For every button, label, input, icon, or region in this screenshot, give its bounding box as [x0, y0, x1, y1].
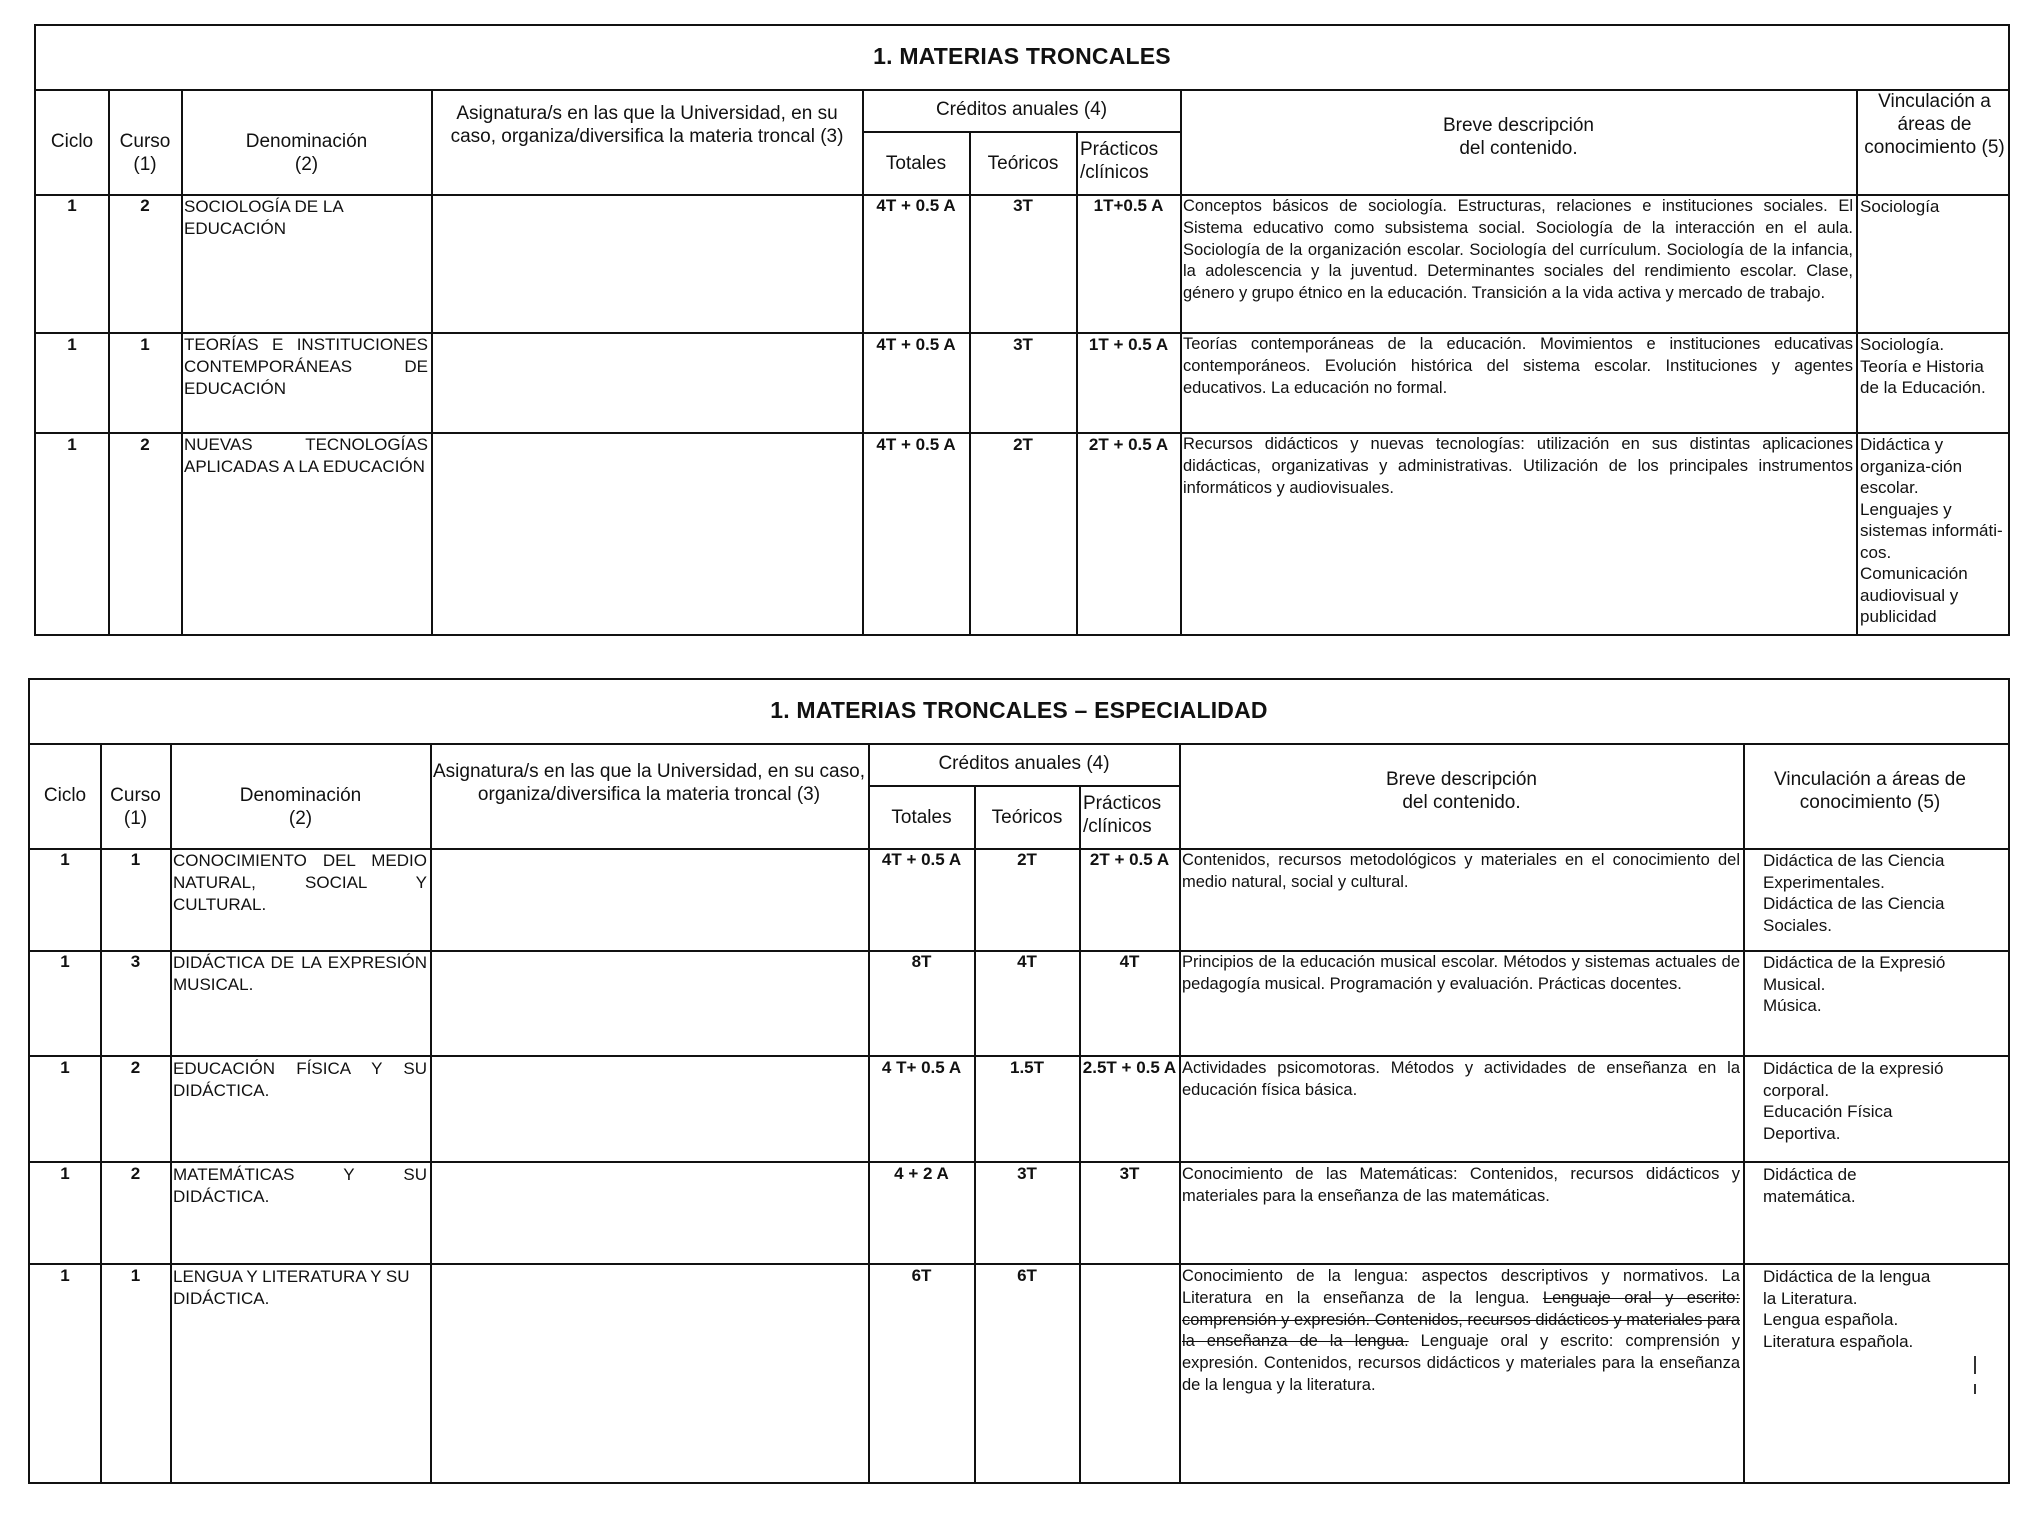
row4-denominacion: MATEMÁTICAS Y SU DIDÁCTICA.	[173, 1165, 427, 1206]
header-practicos: Prácticos /clínicos	[1083, 793, 1162, 837]
row1-denominacion: CONOCIMIENTO DEL MEDIO NATURAL, SOCIAL Y CULTURAL.	[173, 851, 427, 914]
row3-descripcion: Recursos didácticos y nuevas tecnologías: utilización en sus distintas aplicaciones didácticas, organizativas y administrativas. Utilización de los principales instrumentos informáticos y audiovisuales.	[1183, 435, 1853, 497]
row3-totales: 4T + 0.5 A	[876, 435, 956, 454]
row5-totales: 6T	[911, 1266, 932, 1285]
row3-ciclo: 1	[60, 1058, 70, 1077]
table-title: 1. MATERIAS TRONCALES – ESPECIALIDAD	[770, 697, 1268, 723]
row1-practicos: 2T + 0.5 A	[1089, 850, 1170, 869]
row1-descripcion: Conceptos básicos de sociología. Estructuras, relaciones e instituciones sociales. El Sistema educativo como subsistema social. Sociología de la interacción en el aula. Sociología de la organización escolar. Sociología del currículum. Sociología de la infancia, la adolescencia y la juventud. Determinantes sociales del rendimiento escolar. Clase, género y grupo étnico en la educación. Transición a la vida activa y mercado de trabajo.	[1183, 197, 1853, 303]
header-practicos: Prácticos /clínicos	[1080, 139, 1159, 183]
row1-curso: 2	[140, 196, 150, 215]
row4-ciclo: 1	[60, 1164, 70, 1183]
header-totales: Totales	[885, 153, 947, 174]
row3-descripcion: Actividades psicomotoras. Métodos y actividades de enseñanza en la educación física básica.	[1182, 1059, 1740, 1099]
row1-denominacion: SOCIOLOGÍA DE LA EDUCACIÓN	[184, 197, 343, 238]
header-descripcion: Breve descripción del contenido.	[1385, 769, 1538, 813]
row5-descripcion-part-b: Lenguaje oral y escrito: comprensión y expresión. Contenidos, recursos didácticos y materiales para la enseñanza de la lengua y la literatura.	[1182, 1332, 1740, 1394]
row3-ciclo: 1	[67, 435, 77, 454]
row1-totales: 4T + 0.5 A	[876, 196, 956, 215]
header-creditos: Créditos anuales (4)	[935, 99, 1108, 120]
row2-descripcion: Principios de la educación musical escolar. Métodos y sistemas actuales de pedagogía musical. Programación y evaluación. Prácticas docentes.	[1182, 953, 1740, 993]
row5-descripcion-part-a: Conocimiento de la lengua: aspectos descriptivos y normativos. La Literatura en la enseñanza de la lengua.	[1182, 1267, 1740, 1307]
header-descripcion: Breve descripción del contenido.	[1442, 115, 1595, 159]
margin-mark	[1974, 1356, 1976, 1374]
row3-denominacion: NUEVAS TECNOLOGÍAS APLICADAS A LA EDUCACIÓN	[184, 435, 428, 476]
row1-ciclo: 1	[60, 850, 70, 869]
row2-vinculacion: Didáctica de la Expresió Musical. Música.	[1763, 953, 1946, 1015]
row1-totales: 4T + 0.5 A	[881, 850, 962, 869]
row3-vinculacion: Didáctica y organiza-ción escolar. Lenguajes y sistemas informáti-cos. Comunicación audiovisual y publicidad	[1860, 435, 2003, 626]
row5-denominacion: LENGUA Y LITERATURA Y SU DIDÁCTICA.	[173, 1267, 410, 1308]
row3-practicos: 2.5T + 0.5 A	[1082, 1058, 1177, 1077]
row2-practicos: 1T + 0.5 A	[1088, 335, 1169, 354]
row2-teoricos: 3T	[1013, 335, 1033, 354]
row2-descripcion: Teorías contemporáneas de la educación. Movimientos e instituciones educativas contemporáneos. Evolución histórica del sistema escolar. Instituciones y agentes educativos. La educación no formal.	[1183, 335, 1853, 397]
header-denominacion: Denominación (2)	[245, 131, 368, 175]
header-asignatura: Asignatura/s en las que la Universidad, en su caso, organiza/diversifica la materia troncal (3)	[433, 761, 865, 805]
row5-curso: 1	[130, 1266, 141, 1285]
row1-teoricos: 3T	[1013, 196, 1033, 215]
table-materias-troncales-especialidad	[28, 678, 2010, 1484]
header-ciclo: Ciclo	[43, 785, 87, 806]
row4-curso: 2	[130, 1164, 141, 1183]
row3-curso: 2	[130, 1058, 141, 1077]
row4-practicos: 3T	[1119, 1164, 1140, 1183]
row2-curso: 1	[140, 335, 150, 354]
header-ciclo: Ciclo	[50, 131, 94, 152]
row4-descripcion: Conocimiento de las Matemáticas: Contenidos, recursos didácticos y materiales para la enseñanza de las matemáticas.	[1182, 1165, 1740, 1205]
row2-ciclo: 1	[60, 952, 70, 971]
row5-descripcion-struck: Lenguaje oral y escrito: comprensión y expresión. Contenidos, recursos didácticos y materiales para la enseñanza de la lengua.	[1182, 1288, 1740, 1351]
row3-totales: 4 T+ 0.5 A	[881, 1058, 962, 1077]
row1-vinculacion: Didáctica de las Ciencia Experimentales. Didáctica de las Ciencia Sociales.	[1763, 851, 1945, 935]
row1-teoricos: 2T	[1017, 850, 1037, 869]
row3-teoricos: 1.5T	[1009, 1058, 1045, 1077]
header-asignatura: Asignatura/s en las que la Universidad, en su caso, organiza/diversifica la materia troncal (3)	[450, 103, 844, 147]
header-teoricos: Teóricos	[987, 153, 1059, 174]
header-creditos: Créditos anuales (4)	[938, 753, 1110, 774]
row2-totales: 4T + 0.5 A	[876, 335, 956, 354]
row2-teoricos: 4T	[1017, 952, 1037, 971]
table-title: 1. MATERIAS TRONCALES	[873, 43, 1171, 69]
row5-descripcion	[1182, 1266, 1740, 1397]
row1-practicos: 1T+0.5 A	[1093, 196, 1164, 215]
row2-vinculacion: Sociología. Teoría e Historia de la Educación.	[1860, 335, 1986, 397]
row2-denominacion: TEORÍAS E INSTITUCIONES CONTEMPORÁNEAS DE EDUCACIÓN	[184, 335, 428, 398]
header-curso: Curso (1)	[119, 131, 171, 175]
row1-descripcion: Contenidos, recursos metodológicos y materiales en el conocimiento del medio natural, social y cultural.	[1182, 851, 1740, 891]
row3-curso: 2	[140, 435, 150, 454]
table-materias-troncales	[34, 24, 2010, 636]
row2-curso: 3	[130, 952, 141, 971]
header-denominacion: Denominación (2)	[239, 785, 362, 829]
row2-practicos: 4T	[1119, 952, 1140, 971]
row5-ciclo: 1	[60, 1266, 70, 1285]
row5-vinculacion: Didáctica de la lengua la Literatura. Lengua española. Literatura española.	[1763, 1267, 1931, 1351]
row2-ciclo: 1	[67, 335, 77, 354]
row1-vinculacion: Sociología	[1860, 197, 1940, 216]
row4-teoricos: 3T	[1017, 1164, 1037, 1183]
row1-ciclo: 1	[67, 196, 77, 215]
row3-teoricos: 2T	[1013, 435, 1033, 454]
header-vinculacion: Vinculación a áreas de conocimiento (5)	[1774, 769, 1966, 813]
margin-mark	[1974, 1384, 1976, 1394]
row1-curso: 1	[130, 850, 141, 869]
row4-totales: 4 + 2 A	[894, 1164, 949, 1183]
row2-totales: 8T	[911, 952, 932, 971]
row3-practicos: 2T + 0.5 A	[1088, 435, 1169, 454]
header-vinculacion: Vinculación a áreas de conocimiento (5)	[1864, 91, 2005, 158]
header-totales: Totales	[891, 807, 952, 828]
header-teoricos: Teóricos	[991, 807, 1063, 828]
row5-teoricos: 6T	[1017, 1266, 1037, 1285]
row4-vinculacion: Didáctica de matemática.	[1763, 1165, 1857, 1206]
row3-vinculacion: Didáctica de la expresió corporal. Educación Física Deportiva.	[1763, 1059, 1944, 1143]
header-curso: Curso (1)	[110, 785, 161, 829]
row2-denominacion: DIDÁCTICA DE LA EXPRESIÓN MUSICAL.	[173, 953, 427, 994]
row3-denominacion: EDUCACIÓN FÍSICA Y SU DIDÁCTICA.	[173, 1059, 427, 1100]
